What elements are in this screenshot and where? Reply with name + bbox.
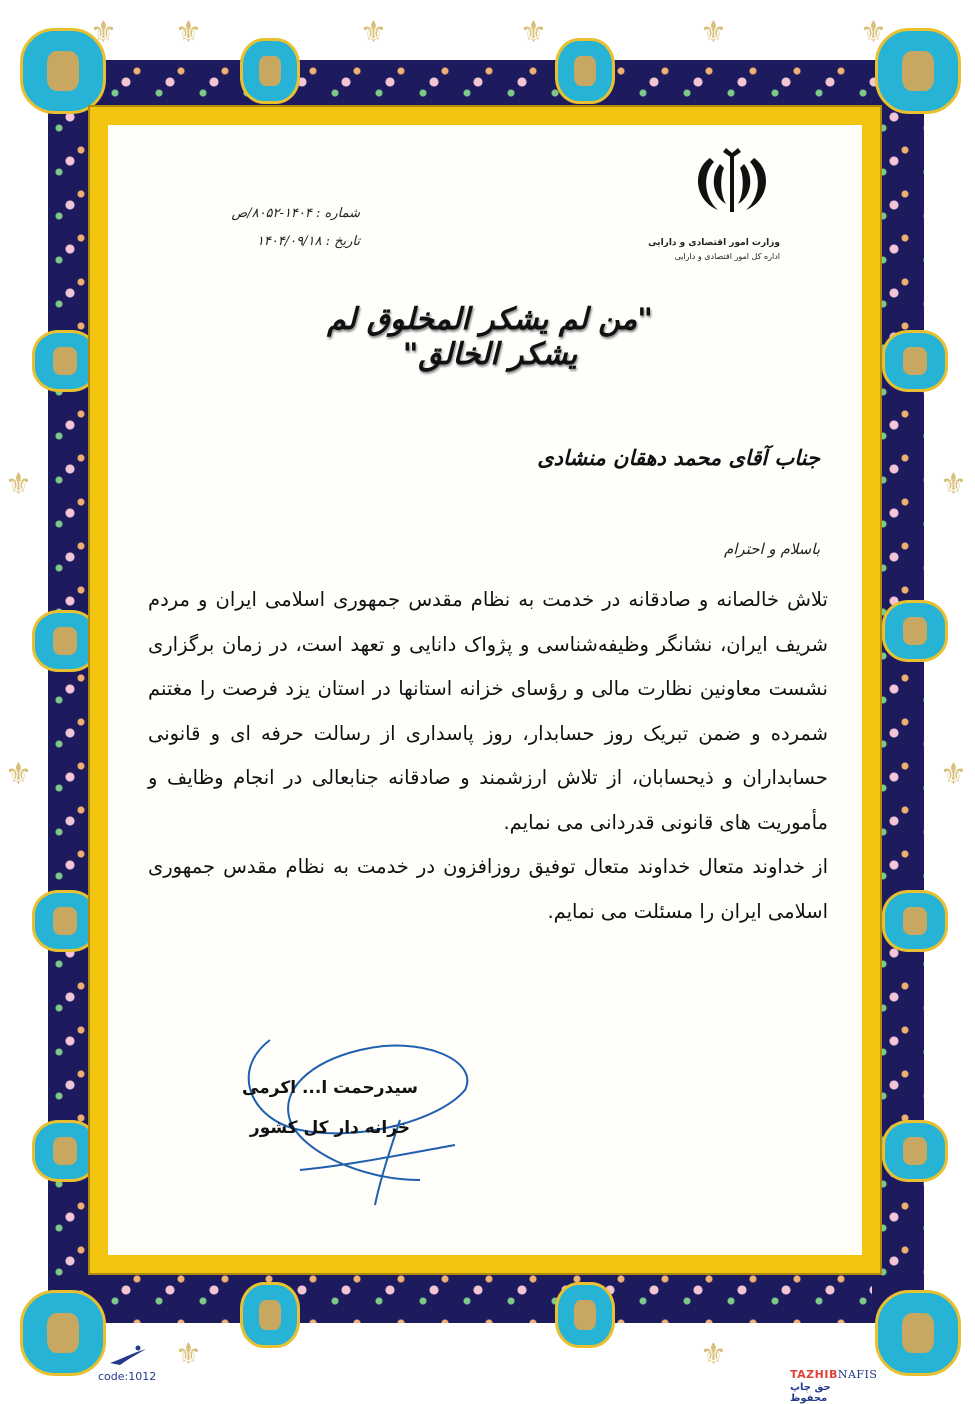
ministry-block <box>630 236 780 264</box>
floral-sprig-icon: ⚜ <box>175 15 202 50</box>
brand-part-1: TAZHIB <box>790 1368 838 1381</box>
floral-sprig-icon: ⚜ <box>360 15 387 50</box>
body-paragraph: تلاش خالصانه و صادقانه در خدمت به نظام مقدس جمهوری اسلامی ایران و مردم شریف ایران، نشانگر وظیفه‌شناسی و پژواک دانایی و تعهد است، در زمان برگزاری نشست معاونین نظارت مالی و رؤسای خزانه استانها در استان یزد فرصت را مغتنم شمرده و ضمن تبریک روز حسابدار، روز پاسداری از رسالت حرفه ای و قانونی حسابداران و ذیحسابان، از تلاش ارزشمند و صادقانه جنابعالی در انجام وظایف و مأموریت های قانونی قدردانی می نمایم. <box>148 588 828 834</box>
medallion-icon <box>32 1120 98 1182</box>
greeting: باسلام و احترام <box>723 540 820 558</box>
floral-sprig-icon: ⚜ <box>5 467 32 502</box>
signature-block <box>230 1068 430 1148</box>
body-paragraph: از خداوند متعال خداوند متعال توفیق روزافزون در خدمت به نظام مقدس جمهوری اسلامی ایران را مسئلت می نمایم. <box>148 855 828 923</box>
reference-number-label: شماره : <box>316 206 360 221</box>
iran-emblem-icon <box>690 148 774 218</box>
date-label: تاریخ : <box>325 234 360 249</box>
letter-body <box>148 578 828 934</box>
date-value: ۱۴۰۴/۰۹/۱۸ <box>256 234 322 249</box>
floral-sprig-icon: ⚜ <box>940 467 967 502</box>
floral-sprig-icon: ⚜ <box>520 15 547 50</box>
department-name: اداره کل امور اقتصادی و دارایی <box>674 252 780 261</box>
date-row <box>190 228 360 256</box>
medallion-icon <box>240 38 300 104</box>
motto-calligraphy: "من لم یشکر المخلوق لم یشکر الخالق" <box>327 302 653 372</box>
medallion-icon <box>240 1282 300 1348</box>
medallion-icon <box>882 600 948 662</box>
floral-sprig-icon: ⚜ <box>860 15 887 50</box>
border-bottom-ornament <box>60 1268 915 1323</box>
brand-part-2: NAFIS <box>837 1368 878 1381</box>
floral-sprig-icon: ⚜ <box>700 1337 727 1372</box>
publisher-brand <box>790 1368 877 1381</box>
ministry-name: وزارت امور اقتصادی و دارایی <box>648 238 780 248</box>
medallion-icon <box>882 1120 948 1182</box>
corner-medallion-icon <box>875 28 961 114</box>
medallion-icon <box>555 38 615 104</box>
reference-number: ۱۴۰۴-۸۰۵۲/ص <box>231 206 312 221</box>
signatory-title: خزانه دار کل کشور <box>249 1118 411 1138</box>
floral-sprig-icon: ⚜ <box>940 757 967 792</box>
code-label: code:1012 <box>98 1370 157 1383</box>
medallion-icon <box>882 330 948 392</box>
recipient-name: جناب آقای محمد دهقان منشادی <box>537 446 820 470</box>
floral-sprig-icon: ⚜ <box>175 1337 202 1372</box>
floral-sprig-icon: ⚜ <box>90 15 117 50</box>
copyright-notice: حق چاپ محفوظ <box>790 1382 831 1404</box>
corner-medallion-icon <box>875 1290 961 1376</box>
medallion-icon <box>32 610 98 672</box>
floral-sprig-icon: ⚜ <box>700 15 727 50</box>
signatory-name: سیدرحمت ا... اکرمی <box>242 1078 418 1098</box>
swoosh-logo-icon <box>108 1345 148 1367</box>
medallion-icon <box>32 330 98 392</box>
medallion-icon <box>555 1282 615 1348</box>
medallion-icon <box>882 890 948 952</box>
medallion-icon <box>32 890 98 952</box>
corner-medallion-icon <box>20 1290 106 1376</box>
reference-number-row <box>190 200 360 228</box>
reference-block <box>190 200 360 256</box>
floral-sprig-icon: ⚜ <box>5 757 32 792</box>
